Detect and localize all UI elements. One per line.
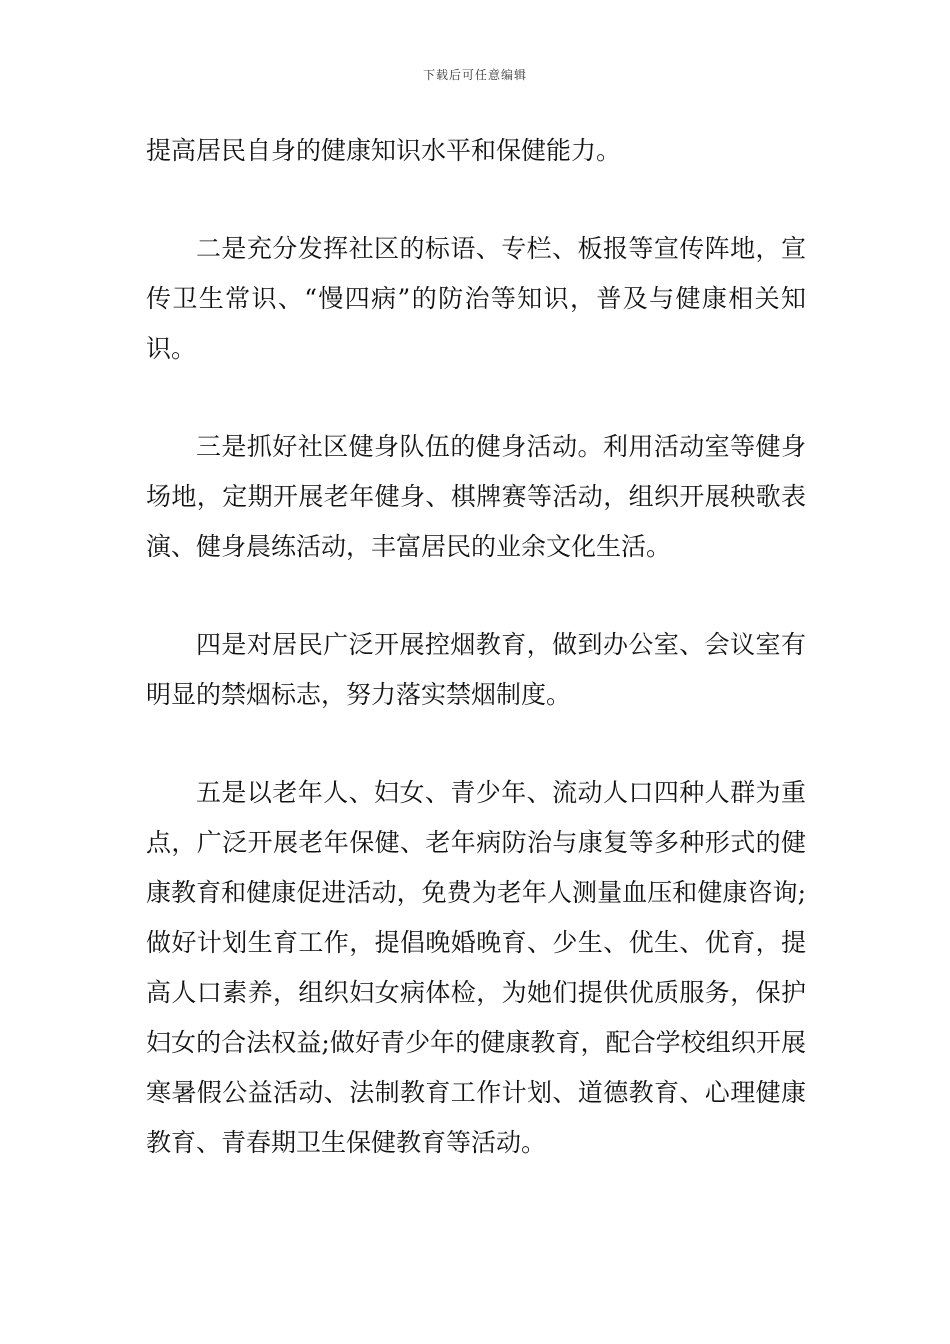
- document-body: [146, 126, 806, 1168]
- paragraph-continuation: 提高居民自身的健康知识水平和保健能力。: [146, 136, 622, 165]
- paragraph-gap: [146, 176, 806, 224]
- paragraph-item-2: 二是充分发挥社区的标语、专栏、板报等宣传阵地，宣传卫生常识、“慢四病”的防治等知识，普及与健康相关知识。: [146, 234, 806, 363]
- header-note: 下载后可任意编辑: [422, 68, 527, 82]
- paragraph-item-5: 五是以老年人、妇女、青少年、流动人口四种人群为重点，广泛开展老年保健、老年病防治与康复等多种形式的健康教育和健康促进活动，免费为老年人测量血压和健康咨询;做好计划生育工作，提倡晚婚晚育、少生、优生、优育，提高人口素养，组织妇女病体检，为她们提供优质服务，保护妇女的合法权益;做好青少年的健康教育，配合学校组织开展寒暑假公益活动、法制教育工作计划、道德教育、心理健康教育、青春期卫生保健教育等活动。: [146, 778, 806, 1157]
- paragraph-gap: [146, 572, 806, 620]
- paragraph-gap: [146, 720, 806, 768]
- paragraph-item-4: 四是对居民广泛开展控烟教育，做到办公室、会议室有明显的禁烟标志，努力落实禁烟制度。: [146, 630, 806, 709]
- paragraph-gap: [146, 374, 806, 422]
- paragraph-item-3: 三是抓好社区健身队伍的健身活动。利用活动室等健身场地，定期开展老年健身、棋牌赛等活动，组织开展秧歌表演、健身晨练活动，丰富居民的业余文化生活。: [146, 432, 806, 561]
